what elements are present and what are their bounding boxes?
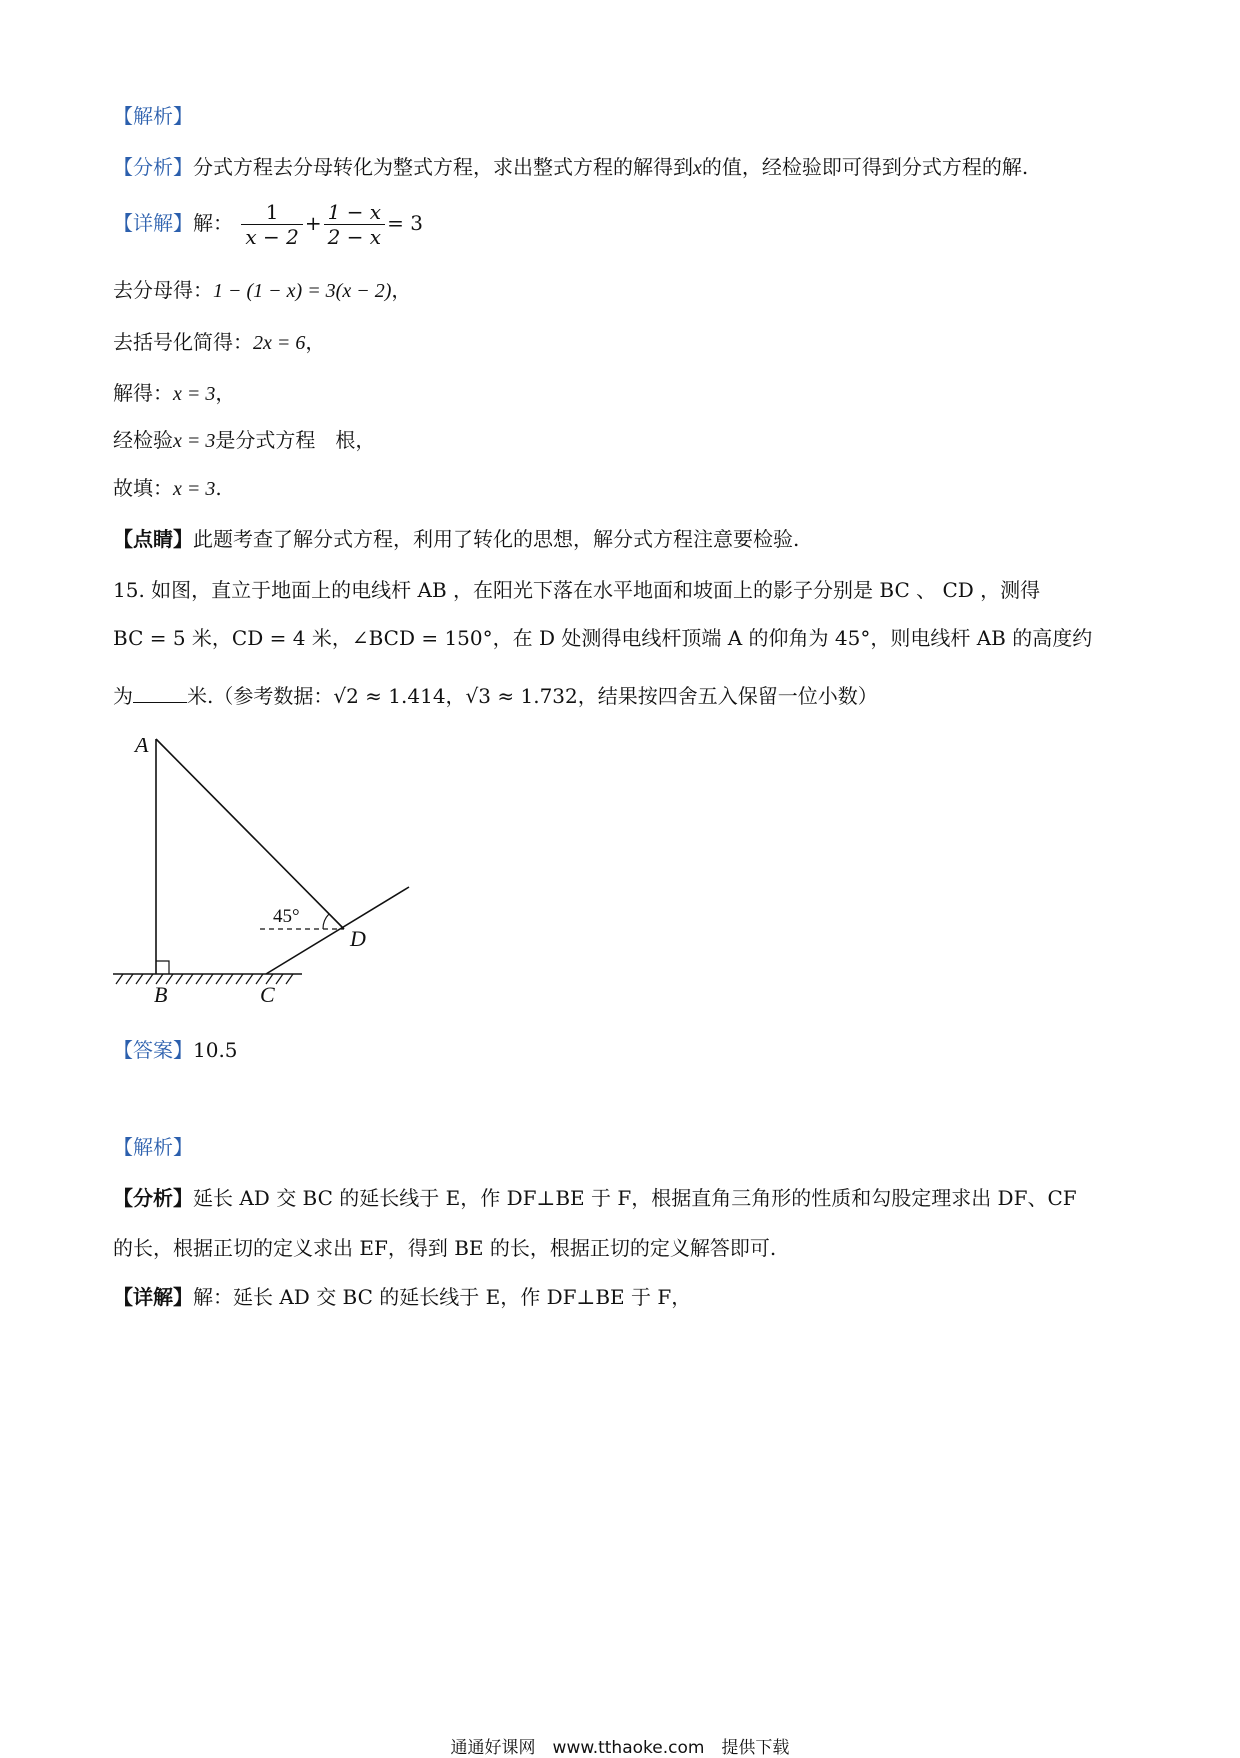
analysis-heading-1: 【解析】 [113, 104, 193, 128]
pole-shadow-figure [110, 738, 430, 1008]
comment-text: 此题考查了解分式方程，利用了转化的思想，解分式方程注意要检验. [193, 527, 800, 551]
answer-line [113, 1036, 238, 1064]
analysis-paragraph-2-line-1 [113, 1184, 1077, 1212]
analysis-tag: 【分析】 [113, 155, 193, 179]
step-label: 去括号化简得： [113, 330, 253, 354]
comment-paragraph-1 [113, 525, 799, 553]
step-math: x = 3 [173, 430, 216, 452]
label-b: B [154, 982, 168, 1007]
detail-lead: 解： [193, 211, 233, 235]
analysis-2-text-1: 延长 AD 交 BC 的延长线于 E，作 DF⊥BE 于 F，根据直角三角形的性质和勾股定理求出 DF、CF [193, 1186, 1077, 1210]
analysis-var-x: x [693, 157, 702, 179]
step-label: 去分母得： [113, 278, 213, 302]
q15-text-a: 为 [113, 684, 133, 708]
detail-tag-2: 【详解】 [113, 1285, 193, 1309]
fraction-1-denominator: x − 2 [245, 225, 299, 249]
step-check [113, 426, 375, 455]
step-label: 故填： [113, 476, 173, 500]
step-math: x = 3 [173, 383, 216, 405]
answer-tag: 【答案】 [113, 1038, 193, 1062]
label-c: C [260, 982, 275, 1007]
step-solve [113, 379, 235, 408]
step-end: ， [305, 330, 326, 354]
step-end: ， [391, 278, 412, 302]
analysis-text-b: 的值，经检验即可得到分式方程的解. [701, 155, 1029, 179]
analysis-tag-2: 【分析】 [113, 1186, 193, 1210]
step-simplify [113, 328, 325, 357]
fraction-2-numerator: 1 − x [324, 200, 385, 225]
step-end: . [215, 476, 222, 500]
comment-tag: 【点睛】 [113, 527, 193, 551]
step-label: 经检验 [113, 428, 173, 452]
answer-value: 10.5 [193, 1038, 238, 1062]
analysis-text-a: 分式方程去分母转化为整式方程，求出整式方程的解得到 [193, 155, 693, 179]
step-math: 1 − (1 − x) = 3(x − 2) [213, 280, 392, 302]
right-angle-mark [156, 961, 169, 974]
angle-arc [323, 914, 329, 929]
fraction-1 [241, 200, 302, 249]
step-label: 解得： [113, 381, 173, 405]
step-answer [113, 474, 222, 503]
page-footer: 通通好课网 www.tthaoke.com 提供下载 [450, 1738, 790, 1758]
fraction-2-denominator: 2 − x [327, 225, 382, 249]
equation-rhs: = 3 [387, 211, 423, 235]
slope-cd [266, 887, 409, 974]
question-15-line-2: BC = 5 米，CD = 4 米，∠BCD = 150°，在 D 处测得电线杆顶端 A 的仰角为 45°，则电线杆 AB 的高度约 [113, 626, 1093, 650]
label-a: A [135, 738, 149, 757]
sunray-ad [156, 739, 344, 929]
question-15-line-1: 15. 如图，直立于地面上的电线杆 AB ，在阳光下落在水平地面和坡面上的影子分别是 BC 、 CD ，测得 [113, 578, 1041, 602]
step-label-b: 是分式方程 根， [215, 428, 376, 452]
q15-text-b: 米.（参考数据：√2 ≈ 1.414，√3 ≈ 1.732，结果按四舍五入保留一位小数） [187, 684, 878, 708]
analysis-paragraph-2-line-2: 的长，根据正切的定义求出 EF，得到 BE 的长，根据正切的定义解答即可. [113, 1236, 777, 1260]
answer-blank [133, 682, 187, 703]
step-math: 2x = 6 [253, 332, 306, 354]
fraction-2 [324, 200, 385, 249]
detail-equation [113, 200, 423, 249]
step-end: ， [215, 381, 236, 405]
analysis-heading-2: 【解析】 [113, 1135, 193, 1159]
angle-label: 45° [273, 906, 300, 927]
detail-2-text: 解：延长 AD 交 BC 的延长线于 E，作 DF⊥BE 于 F， [193, 1285, 692, 1309]
detail-tag: 【详解】 [113, 211, 193, 235]
step-remove-denominator [113, 276, 411, 305]
question-15-line-3 [113, 682, 878, 710]
plus-sign: + [304, 211, 322, 235]
fraction-1-numerator: 1 [241, 200, 302, 225]
step-math: x = 3 [173, 478, 216, 500]
detail-paragraph-2 [113, 1283, 691, 1311]
label-d: D [350, 926, 366, 951]
analysis-paragraph-1 [113, 153, 1028, 182]
